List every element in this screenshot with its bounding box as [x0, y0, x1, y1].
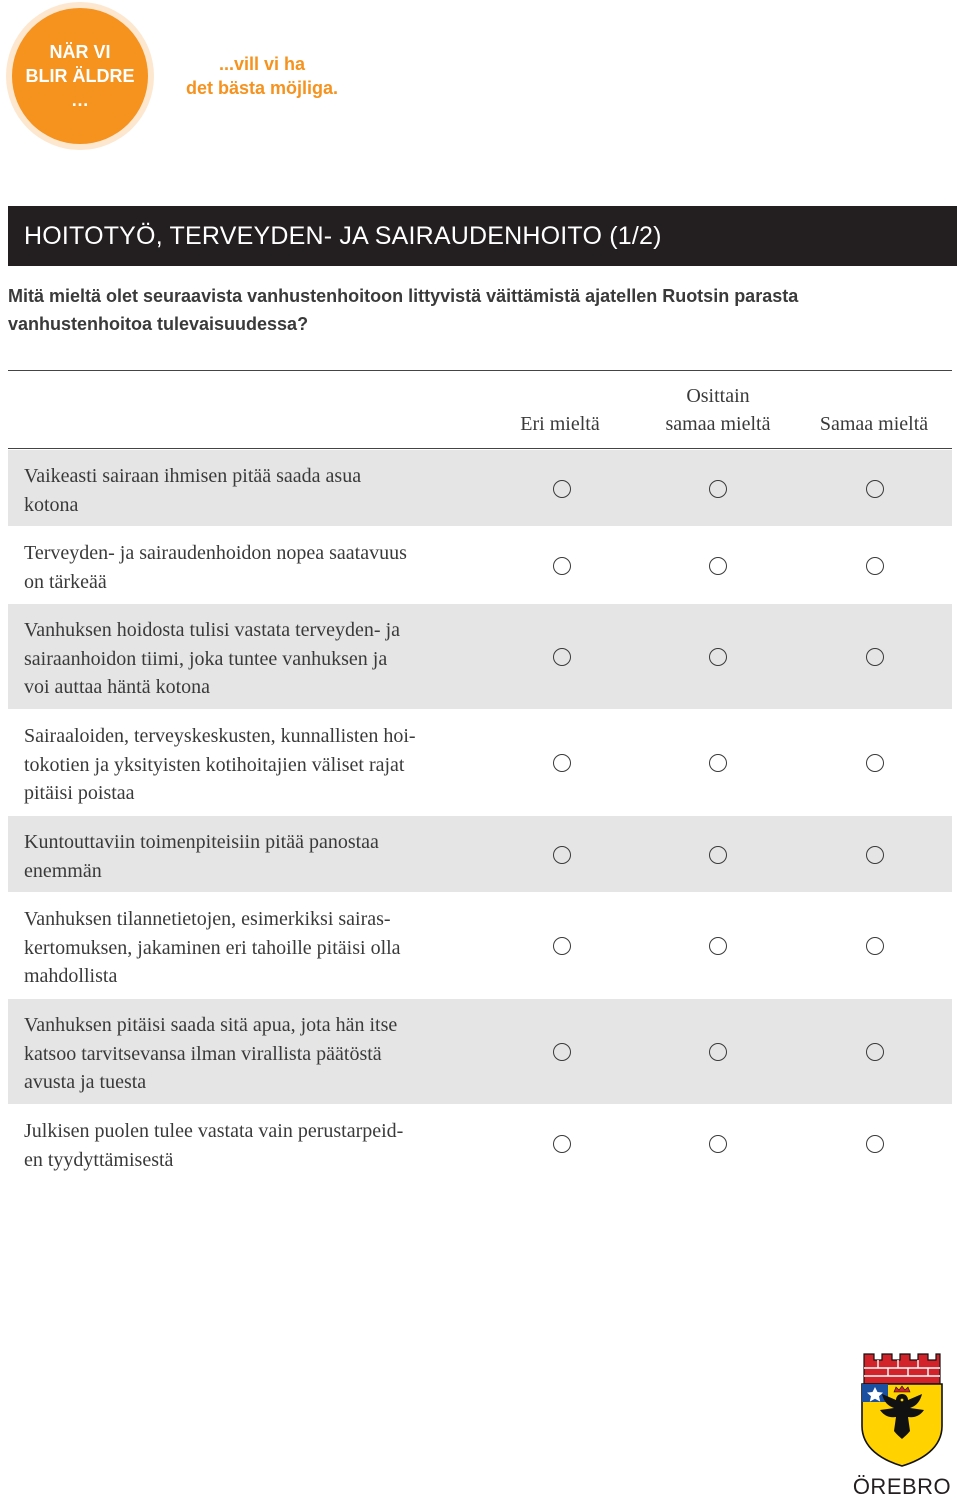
statement-line: en tyydyttämisestä — [24, 1148, 174, 1171]
statement-text — [24, 539, 484, 596]
statement-line: sairaanhoidon tiimi, joka tuntee vanhuksen ja — [24, 647, 388, 670]
statement-row — [8, 527, 952, 603]
statement-text — [24, 722, 484, 808]
statement-line: Julkisen puolen tulee vastata vain perustarpeid- — [24, 1120, 404, 1142]
radio-partly-agree[interactable] — [709, 754, 727, 772]
radio-partly-agree[interactable] — [709, 937, 727, 955]
statement-row — [8, 710, 952, 815]
logo-badge — [12, 8, 148, 144]
statement-line: Vanhuksen pitäisi saada sitä apua, jota hän itse — [24, 1014, 398, 1036]
radio-agree[interactable] — [866, 1135, 884, 1153]
statement-row — [8, 450, 952, 526]
statement-line: Sairaaloiden, terveyskeskusten, kunnallisten hoi- — [24, 725, 416, 747]
statement-line: Vaikeasti sairaan ihmisen pitää saada asua — [24, 465, 362, 487]
statement-line: kotona — [24, 493, 79, 516]
table-top-rule — [8, 370, 952, 371]
statement-line: Kuntouttaviin toimenpiteisiin pitää panostaa — [24, 831, 379, 853]
statement-row — [8, 1105, 952, 1181]
statement-text — [24, 616, 484, 702]
column-header-agree: Samaa mieltä — [819, 413, 929, 435]
tagline-line: det bästa möjliga. — [185, 78, 339, 98]
column-header-line: Osittain — [686, 385, 750, 407]
radio-agree[interactable] — [866, 846, 884, 864]
statement-line: pitäisi poistaa — [24, 782, 135, 804]
radio-agree[interactable] — [866, 754, 884, 772]
statement-line: tokotien ja yksityisten kotihoitajien väliset rajat — [24, 753, 405, 776]
column-header-disagree: Eri mieltä — [520, 413, 600, 435]
badge-line: … — [71, 90, 89, 110]
radio-disagree[interactable] — [553, 1043, 571, 1061]
radio-disagree[interactable] — [553, 557, 571, 575]
statement-row — [8, 604, 952, 709]
statement-line: voi auttaa häntä kotona — [24, 676, 211, 698]
statement-text — [24, 1117, 484, 1174]
statement-row — [8, 999, 952, 1104]
radio-disagree[interactable] — [553, 937, 571, 955]
radio-disagree[interactable] — [553, 480, 571, 498]
radio-partly-agree[interactable] — [709, 1135, 727, 1153]
radio-agree[interactable] — [866, 480, 884, 498]
statement-text — [24, 462, 484, 519]
radio-disagree[interactable] — [553, 846, 571, 864]
statement-line: Terveyden- ja sairaudenhoidon nopea saatavuus — [24, 542, 407, 564]
statement-line: mahdollista — [24, 965, 118, 987]
statement-line: on tärkeää — [24, 570, 107, 593]
radio-agree[interactable] — [866, 937, 884, 955]
radio-disagree[interactable] — [553, 648, 571, 666]
statement-line: avusta ja tuesta — [24, 1071, 147, 1093]
orebro-coat-of-arms-icon — [858, 1348, 946, 1468]
radio-disagree[interactable] — [553, 1135, 571, 1153]
column-header-partly-agree — [640, 382, 796, 438]
city-name: ÖREBRO — [852, 1474, 952, 1499]
radio-partly-agree[interactable] — [709, 1043, 727, 1061]
tagline-line: ...vill vi ha — [218, 54, 306, 74]
statement-line: kertomuksen, jakaminen eri tahoille pitäisi olla — [24, 936, 401, 959]
statement-text — [24, 1011, 484, 1097]
statement-line: enemmän — [24, 859, 102, 882]
statement-line: Vanhuksen tilannetietojen, esimerkiksi sairas- — [24, 908, 391, 930]
statement-line: katsoo tarvitsevansa ilman virallista päätöstä — [24, 1042, 382, 1065]
radio-disagree[interactable] — [553, 754, 571, 772]
radio-partly-agree[interactable] — [709, 557, 727, 575]
statement-row — [8, 893, 952, 998]
statement-row — [8, 816, 952, 892]
statement-text — [24, 905, 484, 991]
column-header-line: samaa mieltä — [665, 413, 771, 435]
statement-text — [24, 828, 484, 885]
radio-partly-agree[interactable] — [709, 846, 727, 864]
radio-agree[interactable] — [866, 648, 884, 666]
badge-line: BLIR ÄLDRE — [25, 66, 135, 86]
table-header-rule — [8, 448, 952, 449]
radio-partly-agree[interactable] — [709, 648, 727, 666]
radio-agree[interactable] — [866, 557, 884, 575]
radio-partly-agree[interactable] — [709, 480, 727, 498]
radio-agree[interactable] — [866, 1043, 884, 1061]
badge-line: NÄR VI — [49, 42, 111, 62]
statement-line: Vanhuksen hoidosta tulisi vastata terveyden- ja — [24, 619, 401, 641]
section-header: HOITOTYÖ, TERVEYDEN- JA SAIRAUDENHOITO (1/2) — [8, 206, 957, 266]
question-text: Mitä mieltä olet seuraavista vanhustenhoitoon littyvistä väittämistä ajatellen Ruotsin parasta vanhustenhoitoa tulevaisuudessa? — [8, 286, 799, 334]
logo-tagline — [172, 52, 352, 100]
